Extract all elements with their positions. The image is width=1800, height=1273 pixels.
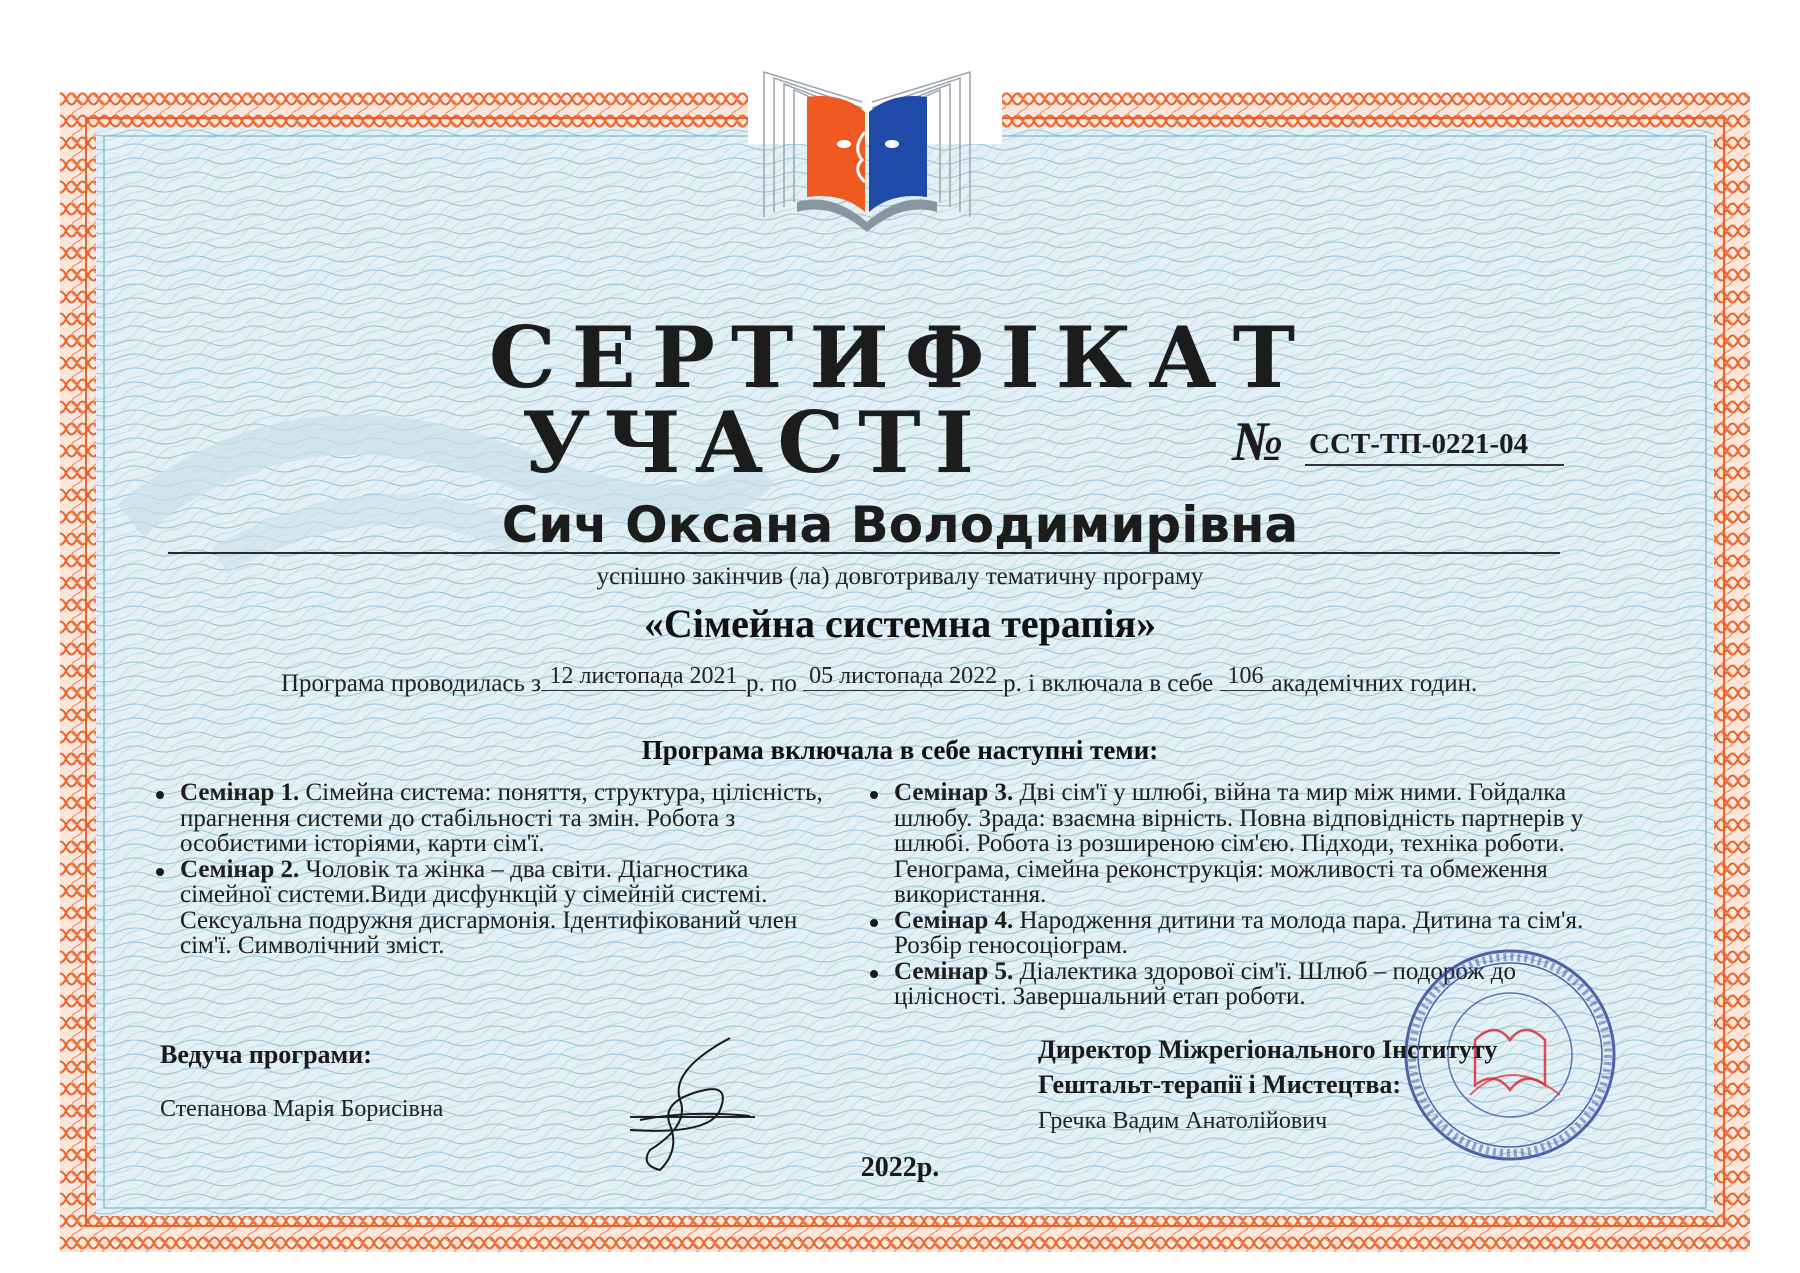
program-title: «Сімейна системна терапія» [643,601,1157,646]
topics-heading: Програма включала в себе наступні теми: [641,735,1159,765]
certificate-number: ССТ-ТП-0221-04 [1305,428,1564,466]
host-name: Степанова Марія Борисівна [160,1096,444,1122]
seminar-5-label: Семінар 5. [894,957,1014,985]
number-sign: № [1232,411,1284,473]
issue-year: 2022р. [860,1152,940,1183]
seminar-2-text: Чоловік та жінка – два світи. Діагностика сімейної системи.Види дисфункцій у сімейній системі. Сексуальна подружня дисгармонія. Ідентифікований член сім'ї. Символічний зміст. [180,855,798,959]
seminar-1-text: Сімейна система: поняття, структура, цілісність, прагнення системи до стабільності та змін. Робота з особистими історіями, карти сім'ї. [180,779,823,857]
host-label: Ведуча програми: [160,1040,372,1069]
seminar-1-label: Семінар 1. [180,779,300,806]
seminar-3-label: Семінар 3. [894,779,1014,806]
dates-prefix: Програма проводилась з [281,670,541,697]
recipient-name: Сич Оксана Володимирівна [501,496,1299,554]
dates-suffix-2: академічних годин. [1271,670,1478,697]
dates-middle: р. по [746,670,797,697]
director-title-line2: Гештальт-терапії і Мистецтва: [1038,1070,1402,1099]
end-date: 05 листопада 2022 [803,663,1003,691]
seminar-4-text: Народження дитини та молода пара. Дитина та сім'я. Розбір геносоціограм. [894,906,1584,959]
completion-text: успішно закінчив (ла) довготривалу тематичну програму [596,563,1204,590]
start-date: 12 листопада 2021 [541,663,746,691]
name-underline [168,552,1560,554]
director-name: Гречка Вадим Анатолійович [1038,1108,1328,1134]
director-title-line1: Директор Міжрегіонального Інституту [1038,1035,1498,1064]
seminar-2 [156,857,836,959]
certificate-title-line1: СЕРТИФІКАТ [488,308,1312,407]
seminar-1 [156,780,836,857]
seminar-3 [870,780,1610,908]
seminar-2-label: Семінар 2. [180,855,300,883]
seminars-left-column [156,780,836,959]
certificate-title-line2: УЧАСТІ [522,393,988,492]
seminar-3-text: Дві сім'ї у шлюбі, війна та мир між ними. Гойдалка шлюбу. Зрада: взаємна вірність. Повна відповідність партнерів у шлюбі. Робота із розширеною сім'єю. Підходи, техніка роботи. Генограма, сімейна реконструкція: можливості та обмеження використання. [894,779,1584,908]
open-book-faces-logo [752,52,982,237]
program-dates-line [281,663,1478,699]
seminar-5-text: Діалектика здорової сім'ї. Шлюб – подорож до цілісності. Завершальний етап роботи. [894,957,1516,1010]
dates-suffix-1: р. і включала в себе [1003,670,1214,697]
academic-hours: 106 [1220,663,1272,691]
seminar-4-label: Семінар 4. [894,906,1014,934]
